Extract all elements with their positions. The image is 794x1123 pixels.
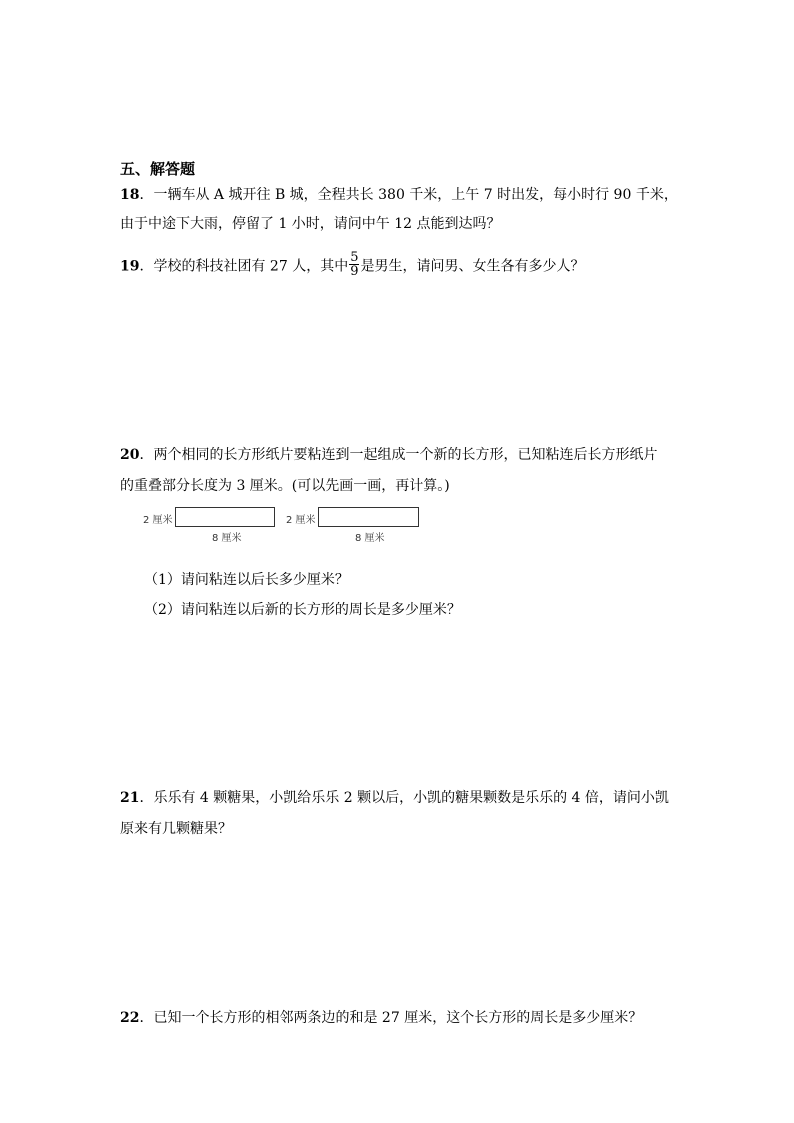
question-18-line-2: 由于中途下大雨，停留了 1 小时，请问中午 12 点能到达吗？ [120,216,501,232]
figure-left-height-label: 2 厘米 [143,515,173,526]
question-text: ．一辆车从 A 城开往 B 城，全程共长 380 千米，上午 7 时出发，每小时行 90 千米， [139,187,678,203]
fraction-numerator: 5 [350,250,359,265]
question-number: 20 [120,447,140,463]
question-number: 22 [120,1010,140,1026]
question-20-line-1 [120,445,657,465]
sub-question-1: （1）请问粘连以后长多少厘米？ [144,572,349,588]
sub-question-2: （2）请问粘连以后新的长方形的周长是多少厘米？ [144,602,461,618]
figure-left-width-label: 8 厘米 [212,533,242,544]
question-21-line-1 [120,788,669,808]
question-21-line-2: 原来有几颗糖果？ [120,821,232,837]
question-number: 21 [120,790,140,806]
figure-right-height-label: 2 厘米 [286,515,316,526]
fraction [349,251,359,278]
section-title: 五、解答题 [120,160,196,178]
question-text: ．乐乐有 4 颗糖果，小凯给乐乐 2 颗以后，小凯的糖果颗数是乐乐的 4 倍，请问小凯 [139,790,669,806]
figure-right-width-label: 8 厘米 [355,533,385,544]
question-number: 18 [120,187,140,203]
question-18-line-1 [120,185,678,205]
question-number: 19 [120,258,140,275]
question-22-line-1 [120,1008,642,1028]
fraction-denominator: 9 [350,264,359,279]
question-text: 是男生，请问男、女生各有多少人？ [360,258,585,275]
question-20-line-2: 的重叠部分长度为 3 厘米。(可以先画一画，再计算。) [120,478,450,494]
question-text: ．学校的科技社团有 27 人，其中 [139,258,349,275]
question-19-line-1 [120,250,585,280]
question-text: ．已知一个长方形的相邻两条边的和是 27 厘米，这个长方形的周长是多少厘米？ [139,1010,643,1026]
figure-left-rectangle [175,507,275,527]
question-text: ．两个相同的长方形纸片要粘连到一起组成一个新的长方形，已知粘连后长方形纸片 [139,447,658,463]
figure-right-rectangle [318,507,419,527]
